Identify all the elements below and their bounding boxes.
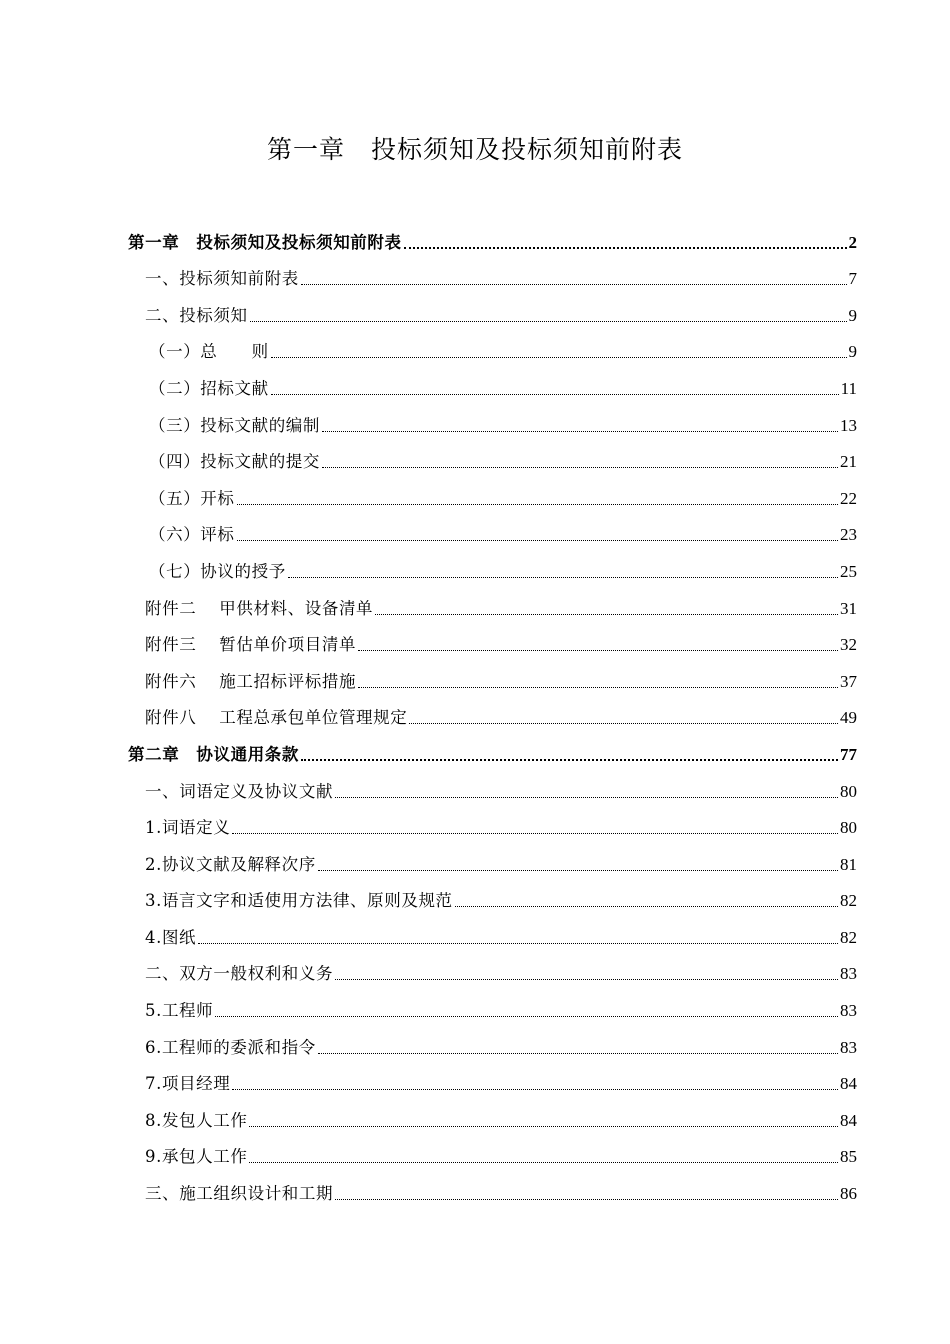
toc-page-number: 82 bbox=[840, 891, 857, 911]
dot-leader bbox=[198, 943, 838, 944]
toc-entry[interactable] bbox=[128, 808, 857, 845]
toc-page-number: 85 bbox=[840, 1147, 857, 1167]
toc-entry-label: 7.项目经理 bbox=[145, 1074, 231, 1094]
toc-entry[interactable] bbox=[128, 771, 857, 808]
toc-entry-label: 第二章 协议通用条款 bbox=[128, 744, 299, 764]
toc-entry-label: 2.协议文献及解释次序 bbox=[145, 854, 316, 874]
dot-leader bbox=[322, 467, 838, 468]
toc-entry-label: 9.承包人工作 bbox=[145, 1147, 248, 1167]
toc-entry[interactable] bbox=[128, 1137, 857, 1174]
toc-page-number: 37 bbox=[840, 671, 857, 691]
page-title: 第一章 投标须知及投标须知前附表 bbox=[266, 135, 683, 164]
toc-page-number: 31 bbox=[840, 598, 857, 618]
toc-entry-label: 1.词语定义 bbox=[145, 818, 231, 838]
toc-entry[interactable] bbox=[128, 1027, 857, 1064]
dot-leader bbox=[250, 321, 847, 322]
toc-page-number: 23 bbox=[840, 525, 857, 545]
dot-leader bbox=[237, 504, 839, 505]
toc-page-number: 83 bbox=[840, 1001, 857, 1021]
toc-entry[interactable] bbox=[128, 1173, 857, 1210]
toc-entry[interactable] bbox=[128, 1100, 857, 1137]
dot-leader bbox=[318, 870, 838, 871]
toc-entry-label: 一、投标须知前附表 bbox=[145, 269, 299, 289]
toc-entry-label: （五）开标 bbox=[149, 488, 235, 508]
toc-entry[interactable] bbox=[128, 551, 857, 588]
toc-page-number: 82 bbox=[840, 927, 857, 947]
toc-entry-label: 4.图纸 bbox=[145, 927, 197, 947]
dot-leader bbox=[237, 540, 839, 541]
toc-page-number: 86 bbox=[840, 1184, 857, 1204]
toc-page-number: 13 bbox=[840, 415, 857, 435]
toc-page-number: 25 bbox=[840, 561, 857, 581]
toc-entry-label: （一）总 则 bbox=[149, 342, 269, 362]
toc-page-number: 9 bbox=[848, 342, 857, 362]
dot-leader bbox=[375, 614, 838, 615]
dot-leader bbox=[455, 906, 838, 907]
toc-page-number: 77 bbox=[840, 744, 857, 764]
toc-page-number: 2 bbox=[848, 232, 857, 252]
toc-entry-label: 附件三 暂估单价项目清单 bbox=[145, 635, 357, 655]
toc-entry[interactable] bbox=[128, 588, 857, 625]
dot-leader bbox=[409, 723, 838, 724]
toc-entry[interactable] bbox=[128, 954, 857, 991]
toc-page-number: 11 bbox=[840, 378, 857, 398]
toc-entry-label: （六）评标 bbox=[149, 525, 235, 545]
toc-entry[interactable] bbox=[128, 625, 857, 662]
toc-page-number: 32 bbox=[840, 635, 857, 655]
dot-leader bbox=[249, 1162, 838, 1163]
toc-entry[interactable] bbox=[128, 259, 857, 296]
dot-leader bbox=[335, 979, 838, 980]
toc-entry[interactable] bbox=[128, 442, 857, 479]
dot-leader bbox=[318, 1053, 838, 1054]
toc-entry[interactable] bbox=[128, 881, 857, 918]
toc-entry-label: （二）招标文献 bbox=[149, 378, 269, 398]
toc-entry[interactable] bbox=[128, 295, 857, 332]
toc-entry-label: 附件二 甲供材料、设备清单 bbox=[145, 598, 374, 618]
toc-page-number: 83 bbox=[840, 964, 857, 984]
toc-entry[interactable] bbox=[128, 734, 857, 771]
dot-leader bbox=[232, 1089, 838, 1090]
toc-page-number: 84 bbox=[840, 1074, 857, 1094]
toc-entry-label: 二、投标须知 bbox=[145, 305, 248, 325]
toc-entry[interactable] bbox=[128, 698, 857, 735]
dot-leader bbox=[215, 1016, 838, 1017]
toc-entry-label: 5.工程师 bbox=[145, 1001, 214, 1021]
toc-page-number: 84 bbox=[840, 1110, 857, 1130]
toc-entry[interactable] bbox=[128, 405, 857, 442]
toc-entry[interactable] bbox=[128, 222, 857, 259]
toc-entry[interactable] bbox=[128, 844, 857, 881]
toc-entry-label: 第一章 投标须知及投标须知前附表 bbox=[128, 232, 402, 252]
toc-entry[interactable] bbox=[128, 478, 857, 515]
table-of-contents bbox=[128, 222, 857, 1210]
toc-page-number: 80 bbox=[840, 781, 857, 801]
toc-entry-label: 三、施工组织设计和工期 bbox=[145, 1184, 334, 1204]
toc-page-number: 9 bbox=[848, 305, 857, 325]
toc-page-number: 21 bbox=[840, 452, 857, 472]
toc-page-number: 80 bbox=[840, 818, 857, 838]
toc-page-number: 81 bbox=[840, 854, 857, 874]
dot-leader bbox=[335, 1199, 838, 1200]
toc-entry[interactable] bbox=[128, 515, 857, 552]
toc-entry-label: 附件六 施工招标评标措施 bbox=[145, 671, 357, 691]
toc-page-number: 22 bbox=[840, 488, 857, 508]
toc-entry-label: （七）协议的授予 bbox=[149, 561, 286, 581]
dot-leader bbox=[249, 1126, 838, 1127]
toc-entry[interactable] bbox=[128, 661, 857, 698]
dot-leader bbox=[271, 357, 847, 358]
toc-entry[interactable] bbox=[128, 917, 857, 954]
toc-entry-label: 8.发包人工作 bbox=[145, 1110, 248, 1130]
dot-leader bbox=[404, 247, 847, 249]
dot-leader bbox=[301, 759, 838, 761]
dot-leader bbox=[288, 577, 838, 578]
toc-entry-label: 6.工程师的委派和指令 bbox=[145, 1037, 316, 1057]
toc-entry[interactable] bbox=[128, 332, 857, 369]
toc-page-number: 49 bbox=[840, 708, 857, 728]
dot-leader bbox=[358, 650, 838, 651]
dot-leader bbox=[358, 687, 838, 688]
toc-page-number: 7 bbox=[848, 269, 857, 289]
toc-entry-label: （四）投标文献的提交 bbox=[149, 452, 320, 472]
dot-leader bbox=[301, 284, 847, 285]
dot-leader bbox=[322, 431, 838, 432]
dot-leader bbox=[271, 394, 839, 395]
toc-entry[interactable] bbox=[128, 990, 857, 1027]
toc-entry-label: 3.语言文字和适使用方法律、原则及规范 bbox=[145, 891, 453, 911]
toc-entry-label: 二、双方一般权利和义务 bbox=[145, 964, 334, 984]
dot-leader bbox=[232, 833, 838, 834]
dot-leader bbox=[335, 797, 838, 798]
toc-entry-label: 一、词语定义及协议文献 bbox=[145, 781, 334, 801]
toc-page-number: 83 bbox=[840, 1037, 857, 1057]
toc-entry[interactable] bbox=[128, 1064, 857, 1101]
toc-entry-label: （三）投标文献的编制 bbox=[149, 415, 320, 435]
toc-entry-label: 附件八 工程总承包单位管理规定 bbox=[145, 708, 408, 728]
toc-entry[interactable] bbox=[128, 368, 857, 405]
